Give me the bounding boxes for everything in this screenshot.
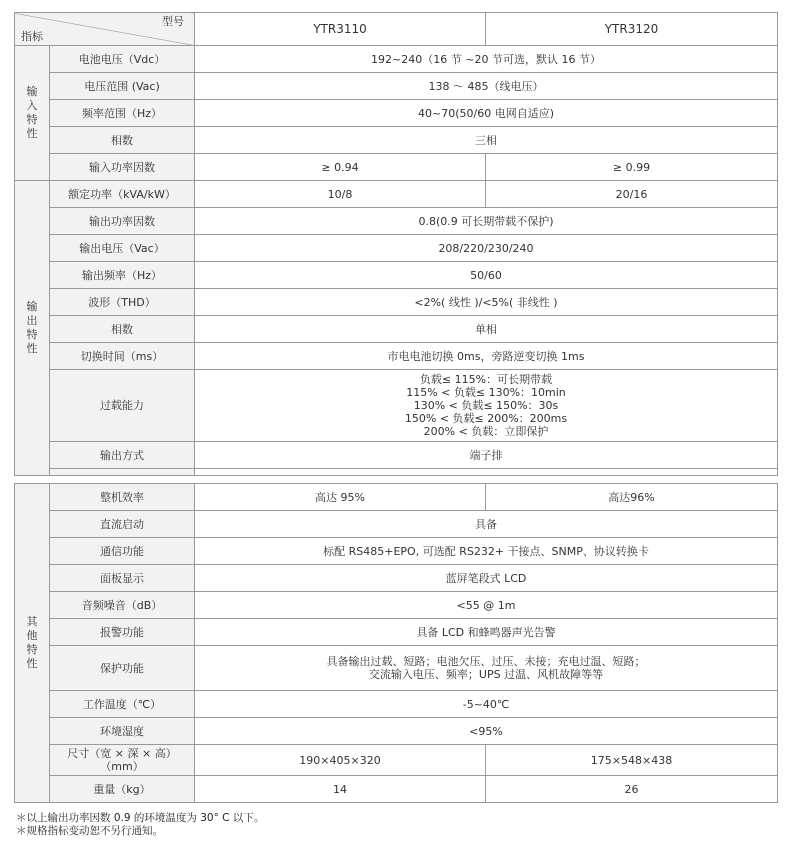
row-label-input-pf: 输入功率因数	[50, 154, 195, 181]
footnote: ＊规格指标变动恕不另行通知。	[16, 825, 163, 837]
header-corner-cell	[15, 13, 195, 46]
row-value-waveform: <2%( 线性 )/<5%( 非线性 )	[195, 289, 778, 316]
row-value-comm: 标配 RS485+EPO, 可选配 RS232+ 干接点、SNMP、协议转换卡	[195, 538, 778, 565]
row-label-humidity: 环境湿度	[50, 718, 195, 745]
row-label-protection: 保护功能	[50, 646, 195, 691]
row-value-output-phase: 单相	[195, 316, 778, 343]
row-value-input-pf-ytr3120: ≥ 0.99	[486, 154, 778, 181]
protection-line: 交流输入电压、频率；UPS 过温、风机故障等等	[368, 668, 604, 681]
protection-line: 具备输出过载、短路；电池欠压、过压、未接；充电过温、短路；	[326, 655, 646, 668]
model-ytr3120: YTR3120	[486, 13, 778, 46]
row-value-input-pf-ytr3110: ≥ 0.94	[195, 154, 486, 181]
row-label-comm: 通信功能	[50, 538, 195, 565]
index-header-label: 指标	[21, 30, 43, 43]
row-label-voltage-range: 电压范围 (Vac)	[50, 73, 195, 100]
row-value-efficiency-ytr3120: 高达96%	[486, 484, 778, 511]
row-value-input-phase: 三相	[195, 127, 778, 154]
spec-table-other	[14, 483, 778, 803]
group-input: 输入特性	[15, 46, 50, 181]
row-value-humidity: <95%	[195, 718, 778, 745]
row-label-output-phase: 相数	[50, 316, 195, 343]
row-label-work-temp: 工作温度（℃）	[50, 691, 195, 718]
overload-line: 负载≤ 115%：可长期带载	[419, 373, 553, 386]
row-label-rated-power: 额定功率（kVA/kW）	[50, 181, 195, 208]
row-label-freq-range: 频率范围（Hz）	[50, 100, 195, 127]
row-value-dc-start: 具备	[195, 511, 778, 538]
row-value-weight-ytr3120: 26	[486, 776, 778, 803]
row-value-output-pf: 0.8(0.9 可长期带载不保护)	[195, 208, 778, 235]
row-label-battery-voltage: 电池电压（Vdc）	[50, 46, 195, 73]
overload-line: 130% < 负载≤ 150%：30s	[413, 399, 559, 412]
row-label-weight: 重量（kg）	[50, 776, 195, 803]
overload-line: 150% < 负载≤ 200%：200ms	[404, 412, 568, 425]
row-label-efficiency: 整机效率	[50, 484, 195, 511]
row-value-protection	[195, 646, 778, 691]
row-value-overload	[195, 370, 778, 442]
size-label-line: （mm）	[100, 760, 144, 773]
row-value-efficiency-ytr3110: 高达 95%	[195, 484, 486, 511]
row-value-size-ytr3110: 190×405×320	[195, 745, 486, 776]
row-label-overload: 过载能力	[50, 370, 195, 442]
model-ytr3110: YTR3110	[195, 13, 486, 46]
row-label-size	[50, 745, 195, 776]
row-value-output-voltage: 208/220/230/240	[195, 235, 778, 262]
footnote: ＊以上输出功率因数 0.9 的环境温度为 30° C 以下。	[16, 812, 265, 824]
spacer-cell	[195, 469, 778, 476]
overload-line: 115% < 负载≤ 130%：10min	[406, 386, 566, 399]
row-value-voltage-range: 138 ～ 485（线电压）	[195, 73, 778, 100]
spacer-cell	[50, 469, 195, 476]
overload-line: 200% < 负载：立即保护	[423, 425, 549, 438]
row-value-switch-time: 市电电池切换 0ms，旁路逆变切换 1ms	[195, 343, 778, 370]
spec-table-input-output	[14, 12, 778, 476]
footnotes	[16, 812, 264, 838]
model-header-label: 型号	[162, 15, 184, 28]
row-value-weight-ytr3110: 14	[195, 776, 486, 803]
row-value-rated-power-ytr3110: 10/8	[195, 181, 486, 208]
row-value-panel: 蓝屏笔段式 LCD	[195, 565, 778, 592]
row-label-output-pf: 输出功率因数	[50, 208, 195, 235]
row-value-work-temp: -5~40℃	[195, 691, 778, 718]
row-label-input-phase: 相数	[50, 127, 195, 154]
row-label-dc-start: 直流启动	[50, 511, 195, 538]
size-label-line: 尺寸（宽 × 深 × 高）	[67, 747, 177, 760]
row-value-size-ytr3120: 175×548×438	[486, 745, 778, 776]
group-other: 其他特性	[15, 484, 50, 803]
row-value-rated-power-ytr3120: 20/16	[486, 181, 778, 208]
row-label-noise: 音频噪音（dB）	[50, 592, 195, 619]
row-value-battery-voltage: 192~240（16 节 ~20 节可选，默认 16 节）	[195, 46, 778, 73]
row-label-output-voltage: 输出电压（Vac）	[50, 235, 195, 262]
group-output: 输出特性	[15, 181, 50, 476]
row-label-panel: 面板显示	[50, 565, 195, 592]
row-value-freq-range: 40~70(50/60 电网自适应)	[195, 100, 778, 127]
row-label-switch-time: 切换时间（ms）	[50, 343, 195, 370]
row-value-noise: <55 @ 1m	[195, 592, 778, 619]
row-label-alarm: 报警功能	[50, 619, 195, 646]
row-value-output-mode: 端子排	[195, 442, 778, 469]
row-value-output-freq: 50/60	[195, 262, 778, 289]
row-label-output-freq: 输出频率（Hz）	[50, 262, 195, 289]
row-label-waveform: 波形（THD）	[50, 289, 195, 316]
row-value-alarm: 具备 LCD 和蜂鸣器声光告警	[195, 619, 778, 646]
row-label-output-mode: 输出方式	[50, 442, 195, 469]
